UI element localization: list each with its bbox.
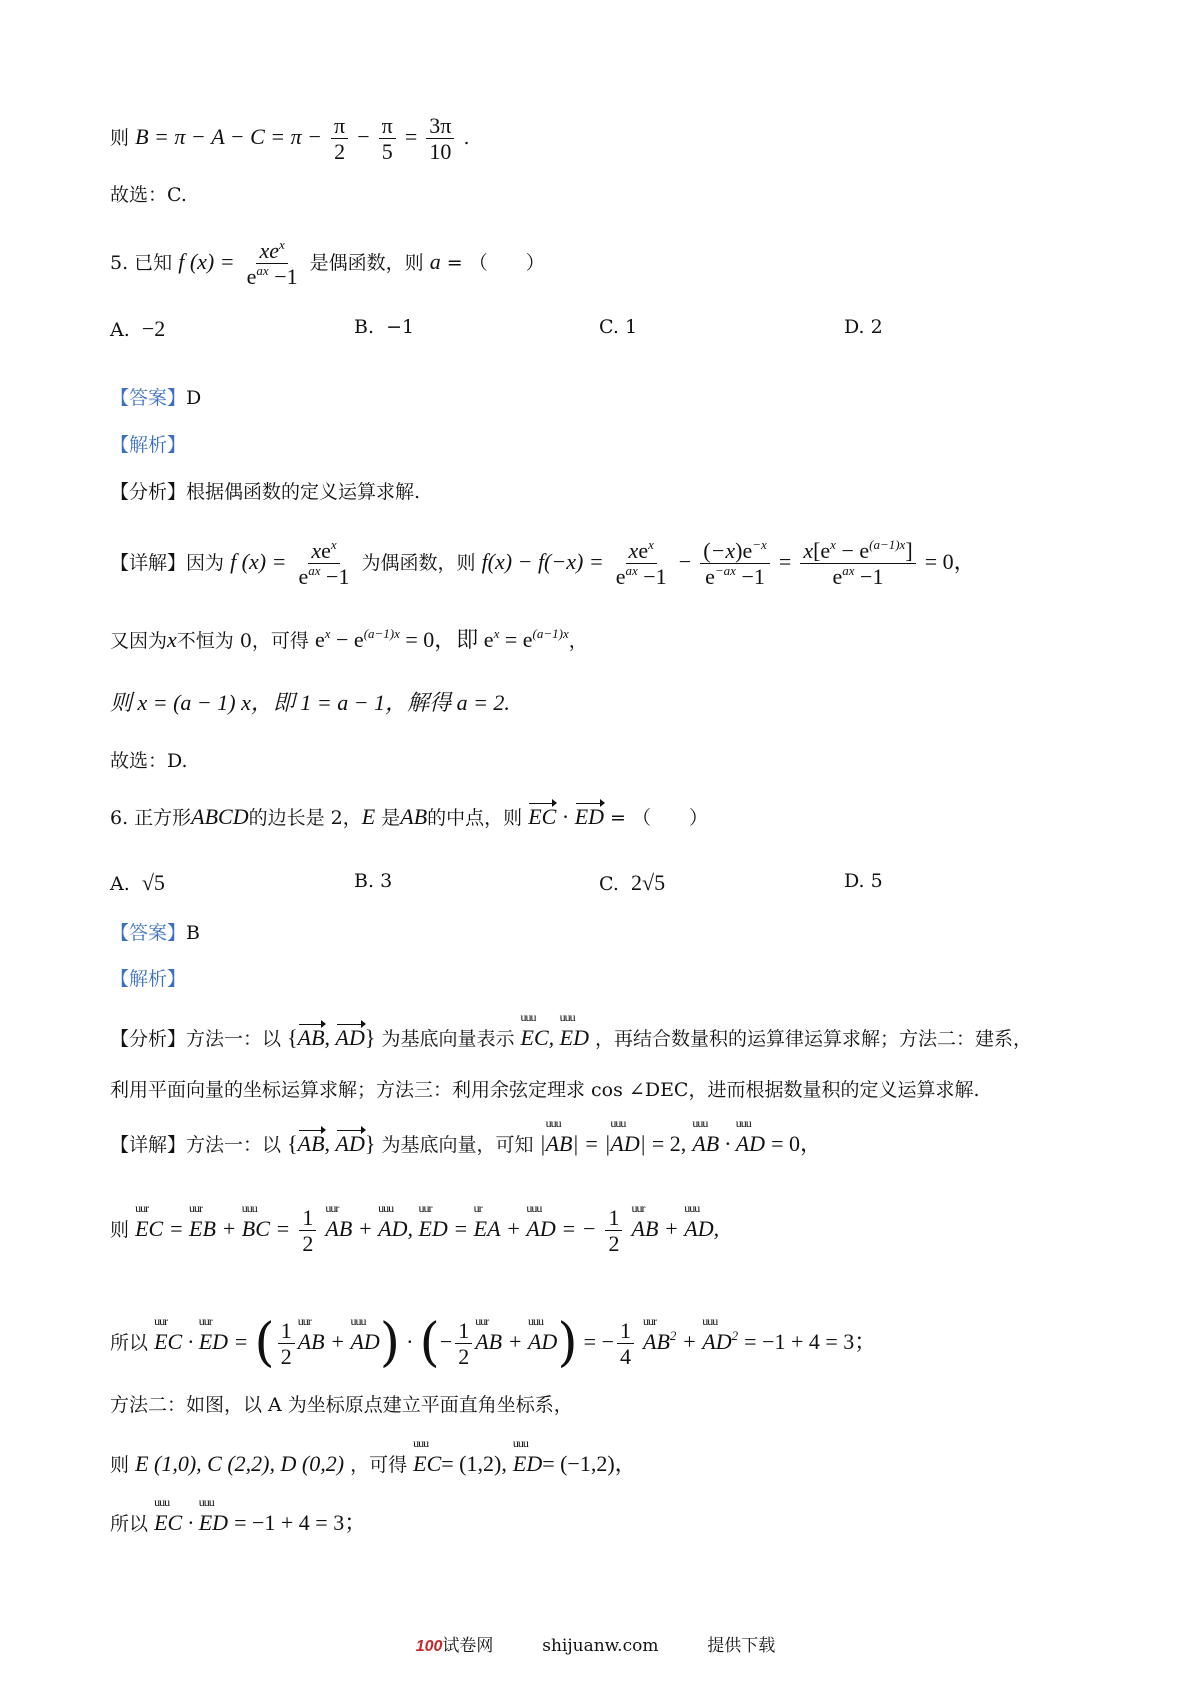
q6-option-c: C. 2√5	[599, 870, 666, 895]
formula-line-b: 则 B = π − A − C = π − $\frac{\pi}{2}$ − $\frac{\pi}{5}$ = $\frac{3\pi}{10}$ .	[110, 113, 470, 165]
frac-3pi-10: $\frac{3\pi}{10}$	[426, 113, 454, 165]
q5-option-c: C. 1	[599, 316, 638, 338]
q5-stem: 5. 已知 f (x) = $\frac{xe^x}{e^{ax} -1}$ 是偶函数，则 a = （ ）	[110, 237, 545, 290]
q5-detail: 【详解】因为 f (x) = $\frac{xe^x}{e^{ax} -1}$ 为偶函数，则 f(x) − f(−x) = $\frac{xe^x}{e^{ax} -1}$ − $\frac{(-x)e^{-x}}{e^{-ax} -1}$ = $\frac{x[e^x - e^{(a-1)x}]}{e^{ax} -1}$ = 0，	[110, 537, 976, 590]
q5-option-d: D. 2	[844, 316, 883, 338]
q6-final: 所以 uuu EC · uuu ED = −1 + 4 = 3；	[110, 1495, 367, 1535]
q6-answer: 【答案】B	[110, 922, 200, 944]
q5-select: 故选：D.	[110, 750, 188, 772]
q5-detail-line3: 则 x = (a − 1) x，即 1 = a − 1，解得 a = 2.	[110, 690, 510, 715]
q6-method1-line: 则 uur EC = uur EB + uuu BC = $\frac{1}{2}$ uur AB + uuu AD, uur ED = ur EA + uuu AD = − $\frac{1}{2}$ uur AB + uuu AD,	[110, 1200, 720, 1257]
q6-method1-result: 所以 uur EC · uur ED = ( $\frac{1}{2}$ uur AB + uuu AD) · (− $\frac{1}{2}$ uur AB + uuu AD) = − $\frac{1}{4}$ uur $AB^2$ + uuu $AD^2 = -1 + 4 = 3$；	[110, 1313, 877, 1373]
q6-coords: 则 E (1,0), C (2,2), D (0,2) ，可得 uuu EC= (1,2), uuu ED= (−1,2)，	[110, 1436, 637, 1476]
q6-analysis-tag: 【解析】	[110, 968, 187, 990]
q5-analysis-tag: 【解析】	[110, 434, 187, 456]
expr-b: B = π − A − C = π −	[135, 123, 322, 149]
q6-option-b: B. 3	[354, 870, 393, 892]
q6-option-d: D. 5	[844, 870, 883, 892]
site-logo: 100	[415, 1638, 443, 1655]
page-footer	[0, 1631, 1191, 1656]
q5-fraction: $\frac{xe^x}{e^{ax} -1}$	[246, 237, 298, 290]
q6-fenxi: 【分析】方法一：以 {AB, AD} 为基底向量表示 uuu EC, uuu ED ，再结合数量积的运算律运算求解；方法二：建系，	[110, 1010, 1033, 1050]
q6-method2: 方法二：如图，以 A 为坐标原点建立平面直角坐标系，	[110, 1394, 573, 1416]
q6-detail: 【详解】方法一：以 {AB, AD} 为基底向量，可知 | uuu AB| = | uuu AD| = 2, uuu AB · uuu AD = 0，	[110, 1116, 823, 1156]
q6-stem: 6. 正方形ABCD的边长是 2，E 是AB的中点，则 EC · ED = （ ）	[110, 804, 709, 829]
select-c: 故选：C.	[110, 184, 187, 206]
q5-fenxi: 【分析】根据偶函数的定义运算求解.	[110, 481, 421, 503]
q6-option-a: A. √5	[110, 870, 165, 895]
q6-fenxi-line2: 利用平面向量的坐标运算求解；方法三：利用余弦定理求 cos ∠DEC，进而根据数量积的定义运算求解.	[110, 1079, 980, 1101]
q5-detail-line2: 又因为x不恒为 0，可得 $e^x - e^{(a-1)x} = 0$，即 $e^x = e^{(a-1)x}$，	[110, 626, 588, 652]
site-domain[interactable]: shijuanw.com	[542, 1636, 659, 1656]
text-ze: 则	[110, 126, 130, 149]
frac-pi-2: $\frac{\pi}{2}$	[331, 113, 348, 165]
q5-option-a: A. −2	[110, 316, 166, 341]
frac-pi-5: $\frac{\pi}{5}$	[379, 113, 396, 165]
provide-download: 提供下载	[707, 1636, 776, 1656]
q5-option-b: B. −1	[354, 316, 415, 338]
site-name: 试卷网	[442, 1636, 494, 1656]
q5-answer: 【答案】D	[110, 387, 202, 409]
